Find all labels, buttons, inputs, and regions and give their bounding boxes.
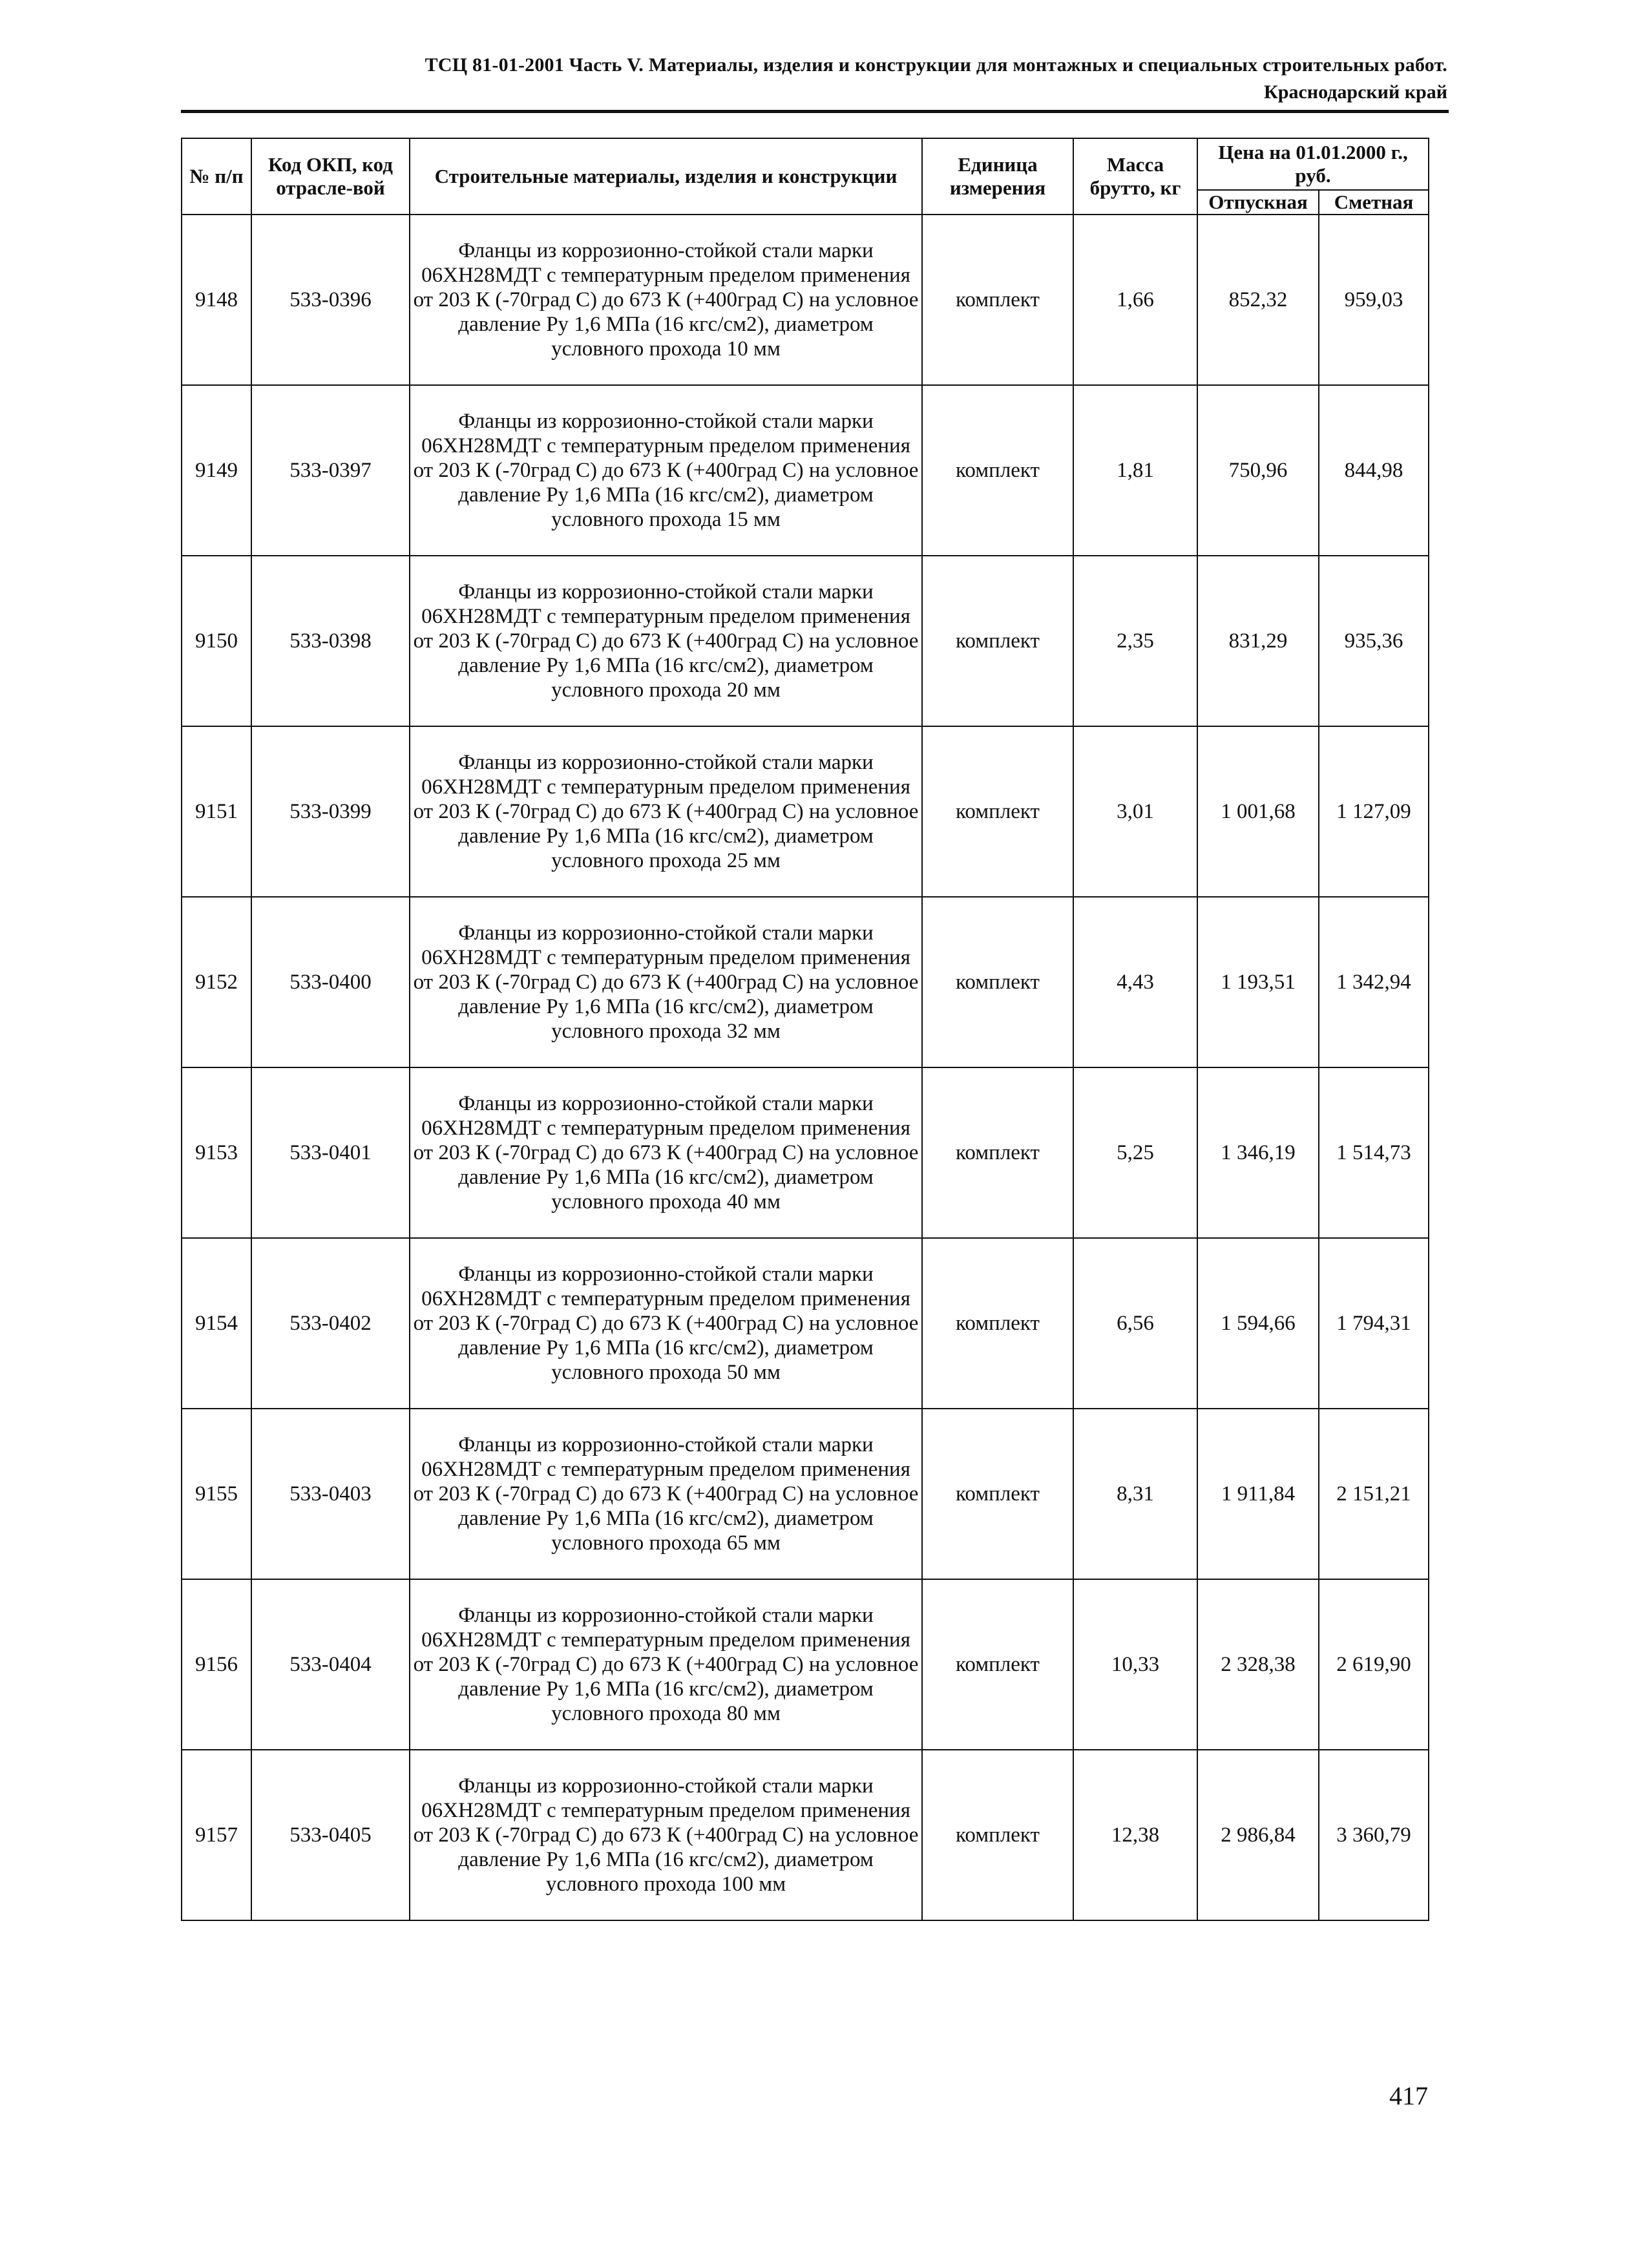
col-header-unit: Единица измерения xyxy=(922,138,1073,215)
row-okp-code: 533-0399 xyxy=(251,726,410,897)
row-unit: комплект xyxy=(922,1750,1073,1920)
row-price-release: 1 193,51 xyxy=(1197,897,1319,1067)
table-row xyxy=(182,215,1429,385)
col-header-mass: Масса брутто, кг xyxy=(1073,138,1197,215)
col-header-price-release: Отпускная xyxy=(1197,190,1319,215)
row-unit: комплект xyxy=(922,385,1073,556)
table-row xyxy=(182,385,1429,556)
row-num: 9150 xyxy=(182,556,251,726)
row-material-name: Фланцы из коррозионно-стойкой стали марки 06ХН28МДТ с температурным пределом применения от 203 К (-70град С) до 673 К (+400град С) на условное давление Ру 1,6 МПа (16 кгс/см2), диаметром условного прохода 100 мм xyxy=(410,1750,922,1920)
row-okp-code: 533-0403 xyxy=(251,1409,410,1579)
row-material-name: Фланцы из коррозионно-стойкой стали марки 06ХН28МДТ с температурным пределом применения от 203 К (-70град С) до 673 К (+400град С) на условное давление Ру 1,6 МПа (16 кгс/см2), диаметром условного прохода 10 мм xyxy=(410,215,922,385)
row-material-name: Фланцы из коррозионно-стойкой стали марки 06ХН28МДТ с температурным пределом применения от 203 К (-70град С) до 673 К (+400град С) на условное давление Ру 1,6 МПа (16 кгс/см2), диаметром условного прохода 50 мм xyxy=(410,1238,922,1409)
col-header-name: Строительные материалы, изделия и конструкции xyxy=(410,138,922,215)
row-num: 9156 xyxy=(182,1579,251,1750)
table-row xyxy=(182,1750,1429,1920)
row-num: 9154 xyxy=(182,1238,251,1409)
row-material-name: Фланцы из коррозионно-стойкой стали марки 06ХН28МДТ с температурным пределом применения от 203 К (-70град С) до 673 К (+400град С) на условное давление Ру 1,6 МПа (16 кгс/см2), диаметром условного прохода 20 мм xyxy=(410,556,922,726)
row-unit: комплект xyxy=(922,897,1073,1067)
row-price-release: 2 986,84 xyxy=(1197,1750,1319,1920)
table-row xyxy=(182,1579,1429,1750)
row-material-name: Фланцы из коррозионно-стойкой стали марки 06ХН28МДТ с температурным пределом применения от 203 К (-70град С) до 673 К (+400град С) на условное давление Ру 1,6 МПа (16 кгс/см2), диаметром условного прохода 32 мм xyxy=(410,897,922,1067)
row-price-release: 1 001,68 xyxy=(1197,726,1319,897)
row-mass: 6,56 xyxy=(1073,1238,1197,1409)
row-unit: комплект xyxy=(922,1238,1073,1409)
row-num: 9149 xyxy=(182,385,251,556)
row-price-release: 2 328,38 xyxy=(1197,1579,1319,1750)
table-row xyxy=(182,1409,1429,1579)
row-price-estimate: 2 151,21 xyxy=(1319,1409,1429,1579)
row-price-release: 831,29 xyxy=(1197,556,1319,726)
table-row xyxy=(182,1238,1429,1409)
row-unit: комплект xyxy=(922,1579,1073,1750)
row-mass: 1,66 xyxy=(1073,215,1197,385)
col-header-price: Цена на 01.01.2000 г., руб. xyxy=(1197,138,1429,190)
row-price-estimate: 1 794,31 xyxy=(1319,1238,1429,1409)
row-price-estimate: 1 127,09 xyxy=(1319,726,1429,897)
row-price-estimate: 2 619,90 xyxy=(1319,1579,1429,1750)
table-row xyxy=(182,1067,1429,1238)
row-price-release: 1 346,19 xyxy=(1197,1067,1319,1238)
row-num: 9153 xyxy=(182,1067,251,1238)
row-price-release: 750,96 xyxy=(1197,385,1319,556)
document-header-title: ТСЦ 81-01-2001 Часть V. Материалы, изделия и конструкции для монтажных и специальных строительных работ. xyxy=(425,54,1447,76)
row-price-release: 1 594,66 xyxy=(1197,1238,1319,1409)
header-divider xyxy=(181,110,1449,113)
row-mass: 2,35 xyxy=(1073,556,1197,726)
row-mass: 4,43 xyxy=(1073,897,1197,1067)
row-price-estimate: 844,98 xyxy=(1319,385,1429,556)
row-mass: 3,01 xyxy=(1073,726,1197,897)
row-okp-code: 533-0402 xyxy=(251,1238,410,1409)
row-price-estimate: 1 342,94 xyxy=(1319,897,1429,1067)
price-table xyxy=(181,138,1429,1921)
col-header-num: № п/п xyxy=(182,138,251,215)
row-mass: 1,81 xyxy=(1073,385,1197,556)
row-mass: 10,33 xyxy=(1073,1579,1197,1750)
row-okp-code: 533-0397 xyxy=(251,385,410,556)
page-number: 417 xyxy=(1389,2081,1428,2110)
row-okp-code: 533-0405 xyxy=(251,1750,410,1920)
row-num: 9151 xyxy=(182,726,251,897)
row-material-name: Фланцы из коррозионно-стойкой стали марки 06ХН28МДТ с температурным пределом применения от 203 К (-70град С) до 673 К (+400град С) на условное давление Ру 1,6 МПа (16 кгс/см2), диаметром условного прохода 65 мм xyxy=(410,1409,922,1579)
row-mass: 5,25 xyxy=(1073,1067,1197,1238)
row-price-estimate: 1 514,73 xyxy=(1319,1067,1429,1238)
row-num: 9155 xyxy=(182,1409,251,1579)
document-header-region: Краснодарский край xyxy=(1264,81,1447,103)
row-num: 9148 xyxy=(182,215,251,385)
row-okp-code: 533-0401 xyxy=(251,1067,410,1238)
row-mass: 12,38 xyxy=(1073,1750,1197,1920)
table-body xyxy=(182,215,1429,1920)
row-mass: 8,31 xyxy=(1073,1409,1197,1579)
row-material-name: Фланцы из коррозионно-стойкой стали марки 06ХН28МДТ с температурным пределом применения от 203 К (-70град С) до 673 К (+400град С) на условное давление Ру 1,6 МПа (16 кгс/см2), диаметром условного прохода 15 мм xyxy=(410,385,922,556)
row-material-name: Фланцы из коррозионно-стойкой стали марки 06ХН28МДТ с температурным пределом применения от 203 К (-70град С) до 673 К (+400град С) на условное давление Ру 1,6 МПа (16 кгс/см2), диаметром условного прохода 40 мм xyxy=(410,1067,922,1238)
table-row xyxy=(182,726,1429,897)
row-unit: комплект xyxy=(922,1067,1073,1238)
row-num: 9152 xyxy=(182,897,251,1067)
col-header-okp: Код ОКП, код отрасле-вой xyxy=(251,138,410,215)
row-unit: комплект xyxy=(922,556,1073,726)
table-header xyxy=(182,138,1429,215)
row-okp-code: 533-0400 xyxy=(251,897,410,1067)
col-header-price-estimate: Сметная xyxy=(1319,190,1429,215)
row-num: 9157 xyxy=(182,1750,251,1920)
row-price-release: 852,32 xyxy=(1197,215,1319,385)
row-okp-code: 533-0398 xyxy=(251,556,410,726)
row-unit: комплект xyxy=(922,726,1073,897)
row-price-release: 1 911,84 xyxy=(1197,1409,1319,1579)
row-okp-code: 533-0396 xyxy=(251,215,410,385)
row-material-name: Фланцы из коррозионно-стойкой стали марки 06ХН28МДТ с температурным пределом применения от 203 К (-70град С) до 673 К (+400град С) на условное давление Ру 1,6 МПа (16 кгс/см2), диаметром условного прохода 80 мм xyxy=(410,1579,922,1750)
row-price-estimate: 959,03 xyxy=(1319,215,1429,385)
row-unit: комплект xyxy=(922,215,1073,385)
row-unit: комплект xyxy=(922,1409,1073,1579)
row-price-estimate: 3 360,79 xyxy=(1319,1750,1429,1920)
table-row xyxy=(182,556,1429,726)
row-price-estimate: 935,36 xyxy=(1319,556,1429,726)
row-material-name: Фланцы из коррозионно-стойкой стали марки 06ХН28МДТ с температурным пределом применения от 203 К (-70град С) до 673 К (+400град С) на условное давление Ру 1,6 МПа (16 кгс/см2), диаметром условного прохода 25 мм xyxy=(410,726,922,897)
row-okp-code: 533-0404 xyxy=(251,1579,410,1750)
table-row xyxy=(182,897,1429,1067)
